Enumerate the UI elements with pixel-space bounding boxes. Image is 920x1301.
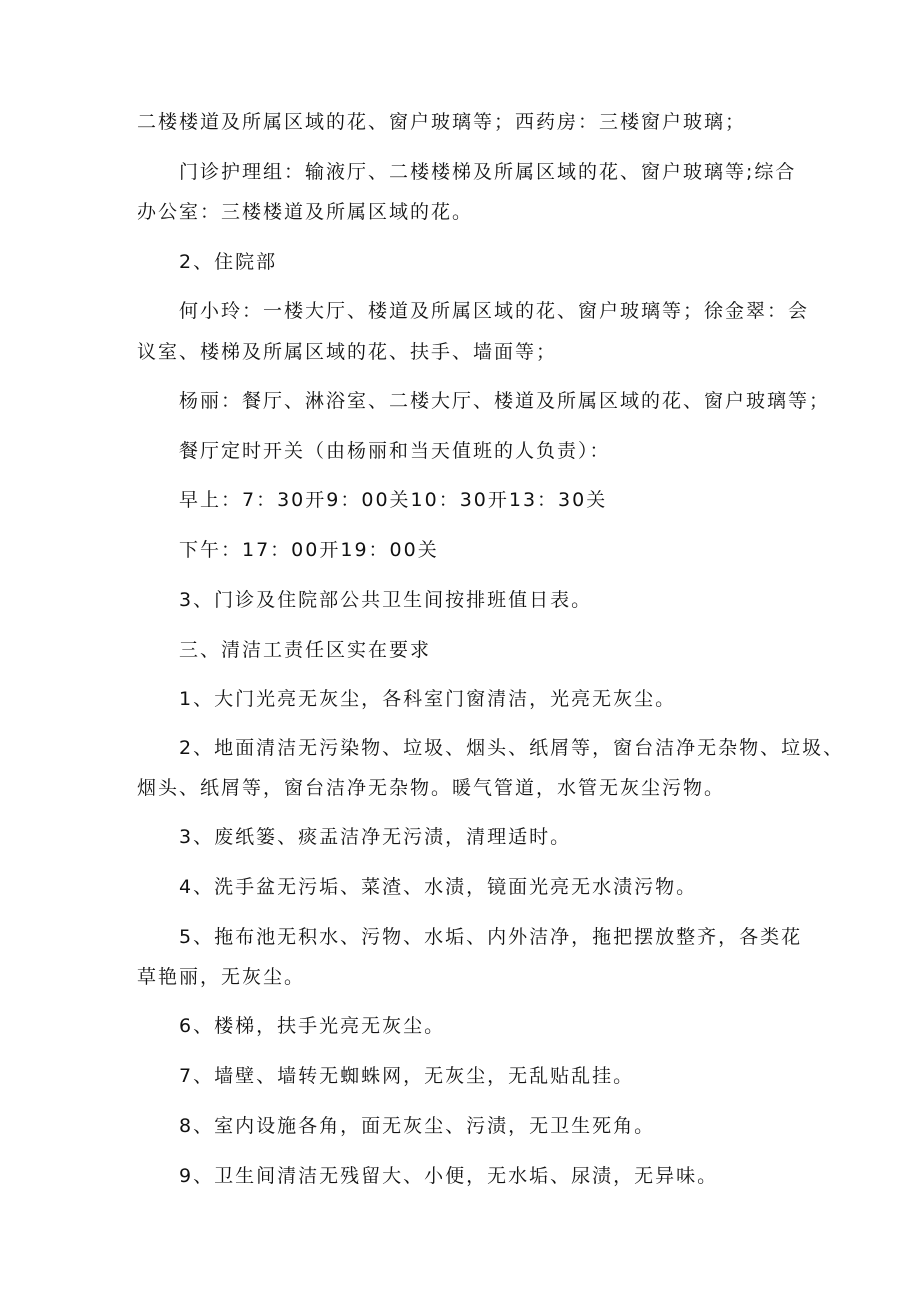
text-line: 餐厅定时开关（由杨丽和当天值班的人负责）：: [179, 440, 611, 462]
section-heading: 2、住院部: [179, 251, 278, 273]
requirement-item-continued: 草艳丽，无灰尘。: [137, 966, 306, 988]
requirement-item: 4、洗手盆无污垢、菜渣、水渍，镜面光亮无水渍污物。: [179, 876, 698, 898]
text-line: 3、门诊及住院部公共卫生间按排班值日表。: [179, 589, 593, 611]
requirement-item: 6、楼梯，扶手光亮无灰尘。: [179, 1015, 446, 1037]
schedule-afternoon: 下午：17：00开19：00关: [179, 539, 439, 561]
requirement-item: 1、大门光亮无灰尘，各科室门窗清洁，光亮无灰尘。: [179, 688, 677, 710]
text-line: 何小玲：一楼大厅、楼道及所属区域的花、窗户玻璃等；徐金翠：会: [179, 300, 810, 322]
text-line: 杨丽：餐厅、淋浴室、二楼大厅、楼道及所属区域的花、窗户玻璃等；: [179, 390, 831, 412]
schedule-morning: 早上：7：30开9：00关10：30开13：30关: [179, 489, 608, 511]
section-heading: 三、清洁工责任区实在要求: [179, 639, 432, 661]
requirement-item: 8、室内设施各角，面无灰尘、污渍，无卫生死角。: [179, 1115, 656, 1137]
text-line: 门诊护理组：输液厅、二楼楼梯及所属区域的花、窗户玻璃等;综合: [179, 161, 797, 183]
requirement-item: 2、地面清洁无污染物、垃圾、烟头、纸屑等，窗台洁净无杂物、垃圾、: [179, 737, 845, 759]
requirement-item: 7、墙壁、墙转无蜘蛛网，无灰尘，无乱贴乱挂。: [179, 1065, 635, 1087]
requirement-item: 9、卫生间清洁无残留大、小便，无水垢、尿渍，无异味。: [179, 1165, 719, 1187]
text-line: 二楼楼道及所属区域的花、窗户玻璃等；西药房：三楼窗户玻璃；: [137, 111, 747, 133]
requirement-item: 3、废纸篓、痰盂洁净无污渍，清理适时。: [179, 826, 572, 848]
text-line: 办公室：三楼楼道及所属区域的花。: [137, 201, 474, 223]
requirement-item-continued: 烟头、纸屑等，窗台洁净无杂物。暖气管道，水管无灰尘污物。: [137, 777, 726, 799]
requirement-item: 5、拖布池无积水、污物、水垢、内外洁净，拖把摆放整齐，各类花: [179, 926, 803, 948]
text-line: 议室、楼梯及所属区域的花、扶手、墙面等；: [137, 341, 558, 363]
